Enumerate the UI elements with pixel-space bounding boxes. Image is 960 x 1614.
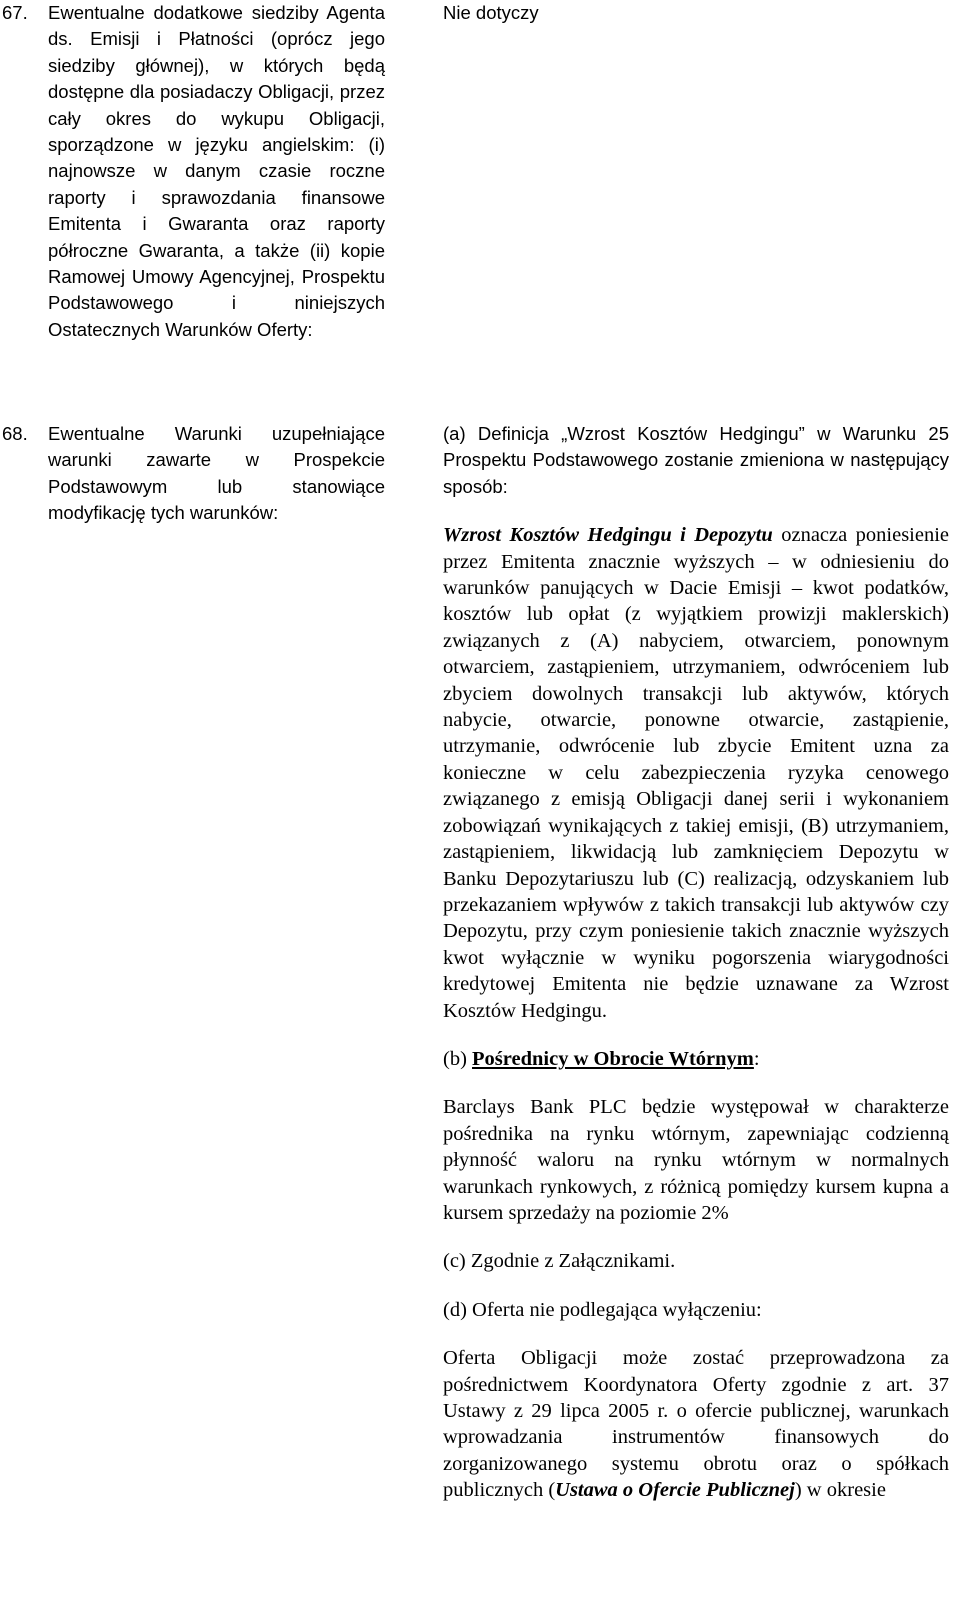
- item-67-value: Nie dotyczy: [443, 2, 539, 23]
- clause-d-body: Oferta Obligacji może zostać przeprowadzona za pośrednictwem Koordynatora Oferty zgodnie z art. 37 Ustawy z 29 lipca 2005 r. o ofercie publicznej, warunkach wprowadzania instrumentów finansowych do zorganizowanego systemu obrotu oraz o spółkach publicznych (Ustawa o Ofercie Publicznej) w okresie: [443, 1347, 949, 1502]
- clause-b-heading: (b) Pośrednicy w Obrocie Wtórnym:: [443, 1047, 760, 1070]
- clause-d-heading: (d) Oferta nie podlegająca wyłączeniu:: [443, 1298, 762, 1321]
- item-67-right-cell: [443, 0, 949, 26]
- act-name: Ustawa o Ofercie Publicznej: [555, 1479, 795, 1502]
- definition-body: oznacza poniesienie przez Emitenta znacznie wyższych – w odniesieniu do warunków panujących w Dacie Emisji – kwot podatków, kosztów lub opłat (z wyjątkiem prowizji maklerskich) związanych z (A) nabyciem, otwarciem, ponownym otwarciem, zastąpieniem, utrzymaniem, odwróceniem lub zbyciem dowolnych transakcji lub aktywów, których nabycie, otwarcie, ponowne otwarcie, zastąpienie, utrzymanie, odwrócenie lub zbycie Emitent uzna za konieczne w celu zabezpieczenia ryzyka cenowego związanego z emisją Obligacji danej serii i wykonaniem zobowiązań wynikających z takiej emisji, (B) utrzymaniem, zastąpieniem, likwidacją lub zamknięciem Depozytu w Banku Depozytariuszu lub (C) realizacją, odzyskaniem lub przekazaniem wpływów z takich transakcji lub aktywów czy Depozytu, przy czym poniesienie takich znacznie wyższych kwot wyłącznie w wyniku pogorszenia wiarygodności kredytowej Emitenta nie będzie uznawane za Wzrost Kosztów Hedgingu.: [443, 524, 950, 1022]
- clause-c-text: (c) Zgodnie z Załącznikami.: [443, 1250, 676, 1273]
- clause-a-intro: (a) Definicja „Wzrost Kosztów Hedgingu” w Warunku 25 Prospektu Podstawowego zostanie zmieniona w następujący sposób:: [443, 423, 949, 497]
- clause-b-body: Barclays Bank PLC będzie występował w charakterze pośrednika na rynku wtórnym, zapewniając codzienną płynność waloru na rynku wtórnym w normalnych warunkach rynkowych, z różnicą pomiędzy kursem kupna a kursem sprzedaży na poziomie 2%: [443, 1096, 949, 1224]
- item-68-right-cell: [443, 421, 949, 1504]
- item-67-number: 67.: [2, 2, 28, 23]
- item-67-description: 67. Ewentualne dodatkowe siedziby Agenta ds. Emisji i Płatności (oprócz jego siedziby głównej), w których będą dostępne dla posiadaczy Obligacji, przez cały okres do wykupu Obligacji, sporządzone w języku angielskim: (i) najnowsze w danym czasie roczne raporty i sprawozdania finansowe Emitenta i Gwaranta oraz raporty półroczne Gwaranta, a także (ii) kopie Ramowej Umowy Agencyjnej, Prospektu Podstawowego i niniejszych Ostatecznych Warunków Oferty:: [2, 2, 385, 340]
- definition-term: Wzrost Kosztów Hedgingu i Depozytu: [443, 524, 773, 547]
- item-68-description: 68. Ewentualne Warunki uzupełniające warunki zawarte w Prospekcie Podstawowym lub stanowiące modyfikację tych warunków:: [2, 423, 385, 524]
- clause-a-definition: [443, 522, 949, 1024]
- item-67-left-cell: [2, 0, 385, 343]
- item-68-number: 68.: [2, 423, 28, 444]
- secondary-market-heading: Pośrednicy w Obrocie Wtórnym: [472, 1047, 754, 1070]
- item-68-left-cell: [2, 421, 385, 527]
